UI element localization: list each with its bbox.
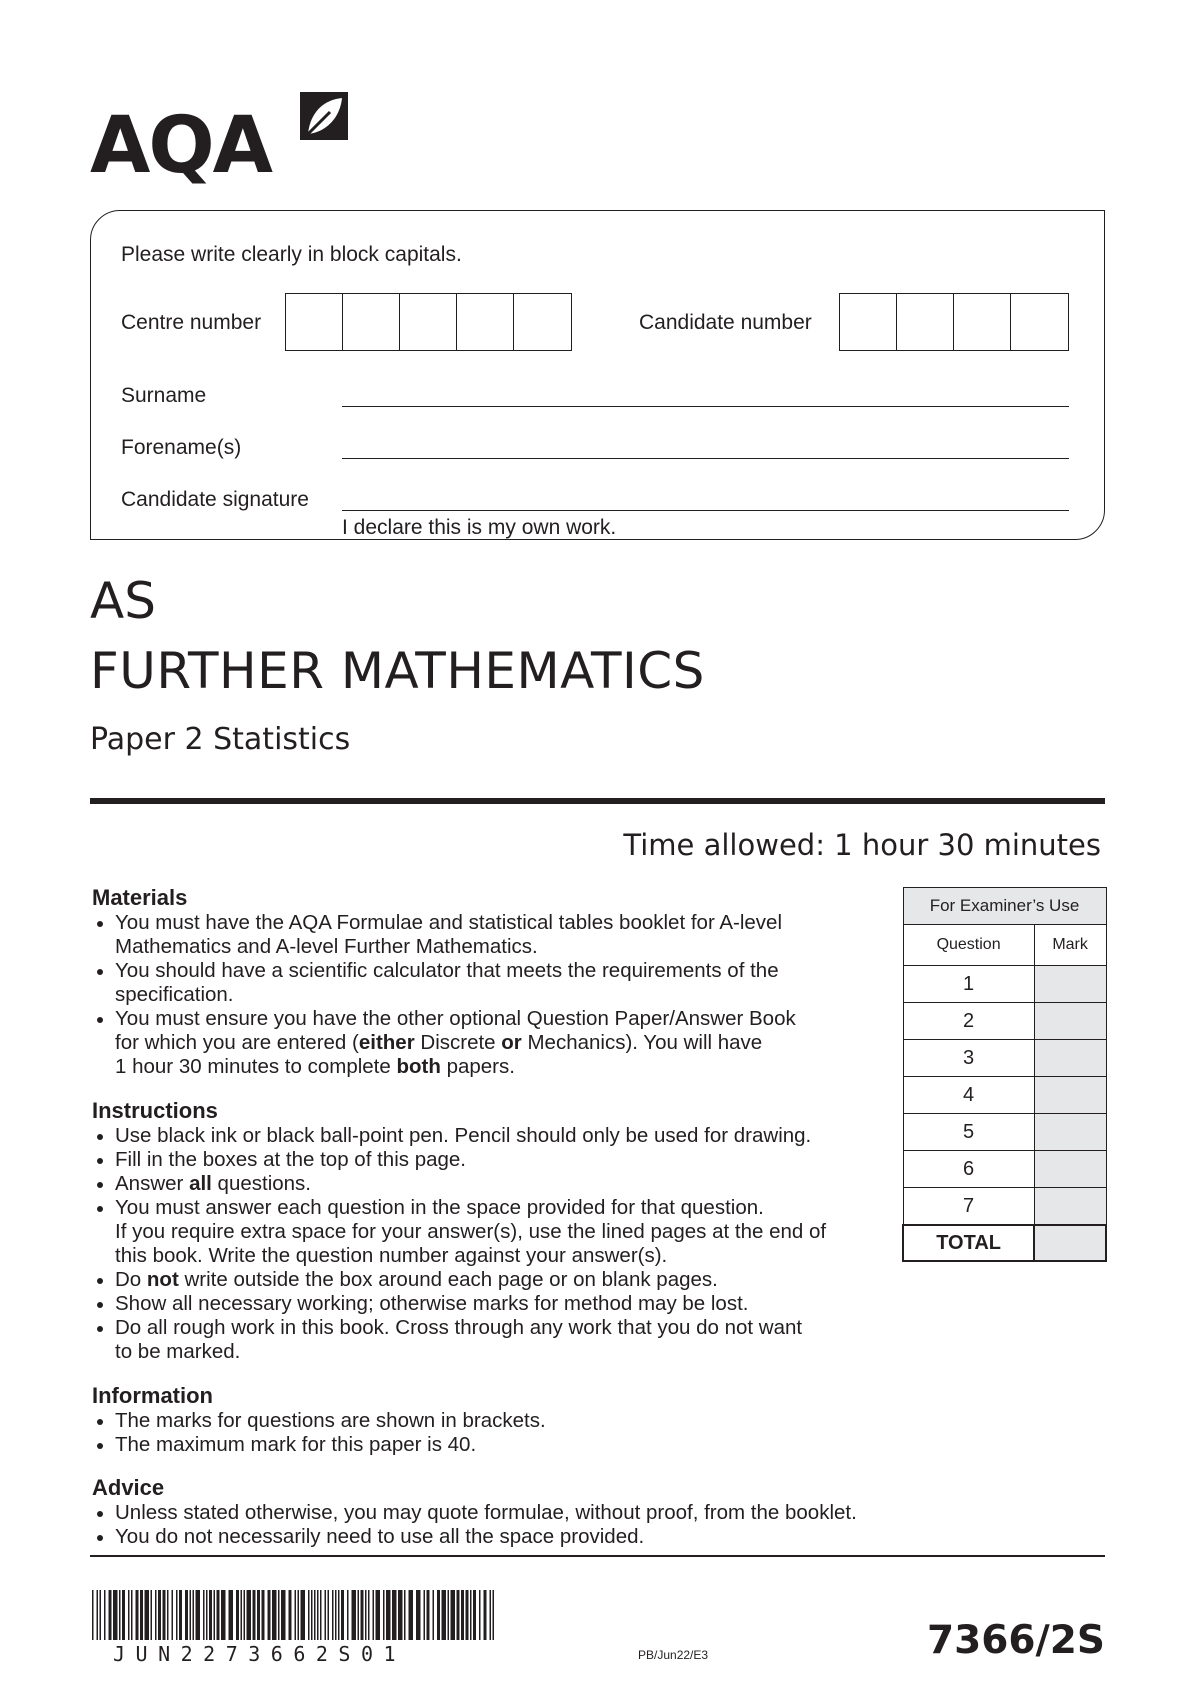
barcode-bar [361,1590,364,1640]
table-row [903,1040,1106,1077]
mark-cell [1034,1151,1106,1188]
qualification-level: AS [90,572,156,630]
barcode-bar [365,1590,367,1640]
barcode-bar [328,1590,330,1640]
barcode-bar [131,1590,133,1640]
list-item: Unless stated otherwise, you may quote formulae, without proof, from the booklet. [92,1501,1092,1525]
barcode-bar [493,1590,495,1640]
barcode-bar [209,1590,212,1640]
mark-cell [1034,1077,1106,1114]
barcode-bar [136,1590,139,1640]
print-reference: PB/Jun22/E3 [638,1648,709,1662]
surname-label: Surname [121,384,207,407]
barcode-bar [257,1590,260,1640]
subject-title: FURTHER MATHEMATICS [90,642,705,700]
barcode-bar [167,1590,169,1640]
question-column-header: Question [903,925,1034,966]
barcode-bar [268,1590,271,1640]
table-row [903,1077,1106,1114]
list-item: Fill in the boxes at the top of this page. [92,1148,912,1172]
list-item: You must have the AQA Formulae and statistical tables booklet for A-level Mathematics and A-level Further Mathematics. [92,911,912,959]
paper-title: Paper 2 Statistics [90,722,351,757]
barcode-bar [241,1590,243,1640]
question-number: 3 [903,1040,1034,1077]
centre-number-boxes[interactable] [285,293,572,351]
barcode-bar [352,1590,357,1640]
materials-heading: Materials [92,885,188,910]
information-section [92,1383,912,1457]
barcode-bar [484,1590,487,1640]
forenames-label: Forename(s) [121,436,242,459]
advice-section [92,1475,1092,1549]
barcode-bar [416,1590,421,1640]
examiner-use-table [902,887,1107,1262]
centre-digit-box[interactable] [286,294,343,350]
barcode-bar [317,1590,319,1640]
barcode-bar [206,1590,208,1640]
information-heading: Information [92,1383,213,1408]
centre-digit-box[interactable] [457,294,514,350]
barcode-bar [466,1590,469,1640]
question-number: 4 [903,1077,1034,1114]
barcode-bar [451,1590,456,1640]
mark-cell [1034,1040,1106,1077]
centre-digit-box[interactable] [514,294,571,350]
barcode-bar [247,1590,252,1640]
table-row [903,966,1106,1003]
barcode-bar [281,1590,286,1640]
advice-heading: Advice [92,1475,165,1500]
barcode-bar [424,1590,426,1640]
time-allowed: Time allowed: 1 hour 30 minutes [623,828,1101,862]
barcode-bar [92,1590,94,1640]
barcode-bar [314,1590,316,1640]
table-row [903,1114,1106,1151]
barcode-bar [262,1590,265,1640]
barcode-bar [473,1590,476,1640]
barcode-bar [383,1590,385,1640]
list-item: Show all necessary working; otherwise marks for method may be lost. [92,1292,912,1316]
question-number: 7 [903,1188,1034,1226]
barcode-bar [97,1590,99,1640]
barcode-bar [479,1590,481,1640]
barcode-bar [104,1590,106,1640]
list-item: You should have a scientific calculator that meets the requirements of the specification. [92,959,912,1007]
barcode-bar [311,1590,313,1640]
barcode-bar [437,1590,440,1640]
barcode-bar [155,1590,157,1640]
barcode-bar [457,1590,460,1640]
barcode [92,1590,500,1640]
barcode-bar [376,1590,381,1640]
barcode-bar [335,1590,337,1640]
barcode-bar [325,1590,327,1640]
barcode-bar [298,1590,300,1640]
barcode-bar [338,1590,340,1640]
barcode-bar [272,1590,277,1640]
list-item: The maximum mark for this paper is 40. [92,1433,912,1457]
barcode-bar [190,1590,192,1640]
table-row [903,1188,1106,1226]
list-item: You do not necessarily need to use all the space provided. [92,1525,1092,1549]
list-item: The marks for questions are shown in brackets. [92,1409,912,1433]
barcode-bar [151,1590,153,1640]
materials-section [92,885,912,1079]
question-number: 6 [903,1151,1034,1188]
barcode-bar [278,1590,280,1640]
barcode-bar [109,1590,112,1640]
list-item: Answer all questions. [92,1172,912,1196]
table-row [903,1151,1106,1188]
centre-digit-box[interactable] [343,294,400,350]
instructions-section [92,1098,912,1364]
barcode-bar [119,1590,121,1640]
list-item: Do all rough work in this book. Cross through any work that you do not want to be marked. [92,1316,912,1364]
footer-rule [90,1555,1105,1557]
barcode-bar [358,1590,360,1640]
barcode-bar [176,1590,178,1640]
barcode-bar [158,1590,161,1640]
barcode-bar [229,1590,234,1640]
barcode-bar [320,1590,322,1640]
barcode-bar [392,1590,397,1640]
barcode-bar [122,1590,125,1640]
barcode-bar [185,1590,188,1640]
title-rule [90,798,1105,804]
total-label: TOTAL [903,1225,1034,1261]
barcode-bar [433,1590,435,1640]
barcode-bar [448,1590,450,1640]
list-item: You must answer each question in the space provided for that question. If you require extra space for your answer(s), use the lined pages at the end of this book. Write the question number against your answer(s). [92,1196,912,1268]
list-item: You must ensure you have the other optional Question Paper/Answer Book for which you are entered (either Discrete or Mechanics). You will have 1 hour 30 minutes to complete both papers. [92,1007,912,1079]
barcode-bar [398,1590,403,1640]
block-capitals-instruction: Please write clearly in block capitals. [121,243,462,266]
candidate-digit-box[interactable] [954,294,1011,350]
declaration-text: I declare this is my own work. [342,516,617,539]
barcode-bar [289,1590,292,1640]
barcode-bar [490,1590,492,1640]
list-item: Do not write outside the box around each page or on blank pages. [92,1268,912,1292]
surname-line[interactable] [342,406,1069,407]
barcode-bar [217,1590,220,1640]
question-number: 5 [903,1114,1034,1151]
candidate-number-boxes[interactable] [839,293,1069,351]
candidate-digit-box[interactable] [840,294,897,350]
barcode-bar [196,1590,201,1640]
barcode-bar [253,1590,256,1640]
barcode-bar [100,1590,102,1640]
barcode-bar [244,1590,246,1640]
table-row [903,1003,1106,1040]
signature-line[interactable] [342,510,1069,511]
barcode-bar [193,1590,195,1640]
barcode-bar [332,1590,334,1640]
barcode-bar [470,1590,472,1640]
barcode-bar [236,1590,239,1640]
barcode-bar [113,1590,118,1640]
barcode-bar [163,1590,166,1640]
total-row [903,1225,1106,1261]
barcode-bar [172,1590,174,1640]
instructions-heading: Instructions [92,1098,218,1123]
mark-cell [1034,966,1106,1003]
barcode-bar [461,1590,464,1640]
barcode-bar [179,1590,182,1640]
candidate-number-label: Candidate number [639,311,812,334]
barcode-bar [368,1590,370,1640]
barcode-bar [214,1590,216,1640]
barcode-bar [140,1590,143,1640]
aqa-logo [90,88,360,191]
barcode-bar [341,1590,344,1640]
leaf-icon [296,88,352,144]
barcode-bar [442,1590,447,1640]
barcode-bar [301,1590,306,1640]
barcode-bar [386,1590,391,1640]
candidate-digit-box[interactable] [897,294,954,350]
candidate-digit-box[interactable] [1011,294,1068,350]
mark-cell [1034,1003,1106,1040]
barcode-text: JUN2273662S01 [113,1642,407,1666]
barcode-bar [347,1590,349,1640]
mark-column-header: Mark [1034,925,1106,966]
examiner-table-heading: For Examiner’s Use [903,888,1106,925]
centre-digit-box[interactable] [400,294,457,350]
barcode-bar [373,1590,375,1640]
centre-number-label: Centre number [121,311,262,334]
mark-cell [1034,1188,1106,1226]
logo-text: AQA [90,101,272,191]
barcode-bar [427,1590,430,1640]
barcode-bar [404,1590,406,1640]
barcode-bar [308,1590,310,1640]
signature-label: Candidate signature [121,488,309,511]
barcode-bar [203,1590,205,1640]
barcode-bar [145,1590,150,1640]
barcode-bar [295,1590,297,1640]
total-mark-cell [1034,1225,1106,1261]
question-number: 1 [903,966,1034,1003]
barcode-bar [221,1590,226,1640]
forenames-line[interactable] [342,458,1069,459]
barcode-bar [409,1590,414,1640]
paper-code: 7366/2S [926,1618,1105,1663]
mark-cell [1034,1114,1106,1151]
question-number: 2 [903,1003,1034,1040]
list-item: Use black ink or black ball-point pen. Pencil should only be used for drawing. [92,1124,912,1148]
barcode-bar [128,1590,130,1640]
